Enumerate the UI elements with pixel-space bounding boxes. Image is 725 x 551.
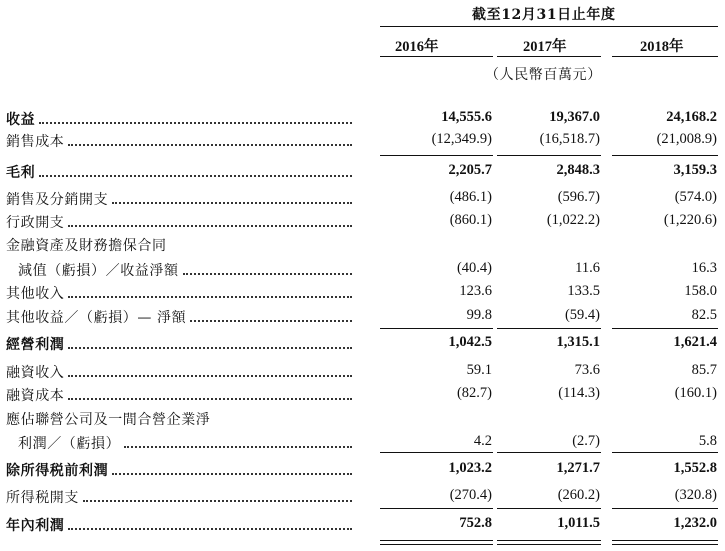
value-cell-2018: 3,159.3 bbox=[673, 162, 717, 178]
leader-dots bbox=[68, 295, 352, 298]
value-cell-2016: (40.4) bbox=[456, 260, 492, 276]
leader-dots bbox=[124, 445, 352, 448]
leader-dots bbox=[68, 397, 352, 400]
value-cell-2018: 82.5 bbox=[691, 307, 717, 323]
value-cell-2016: 59.1 bbox=[466, 362, 492, 378]
leader-dots bbox=[39, 121, 352, 124]
value-cell-2018: 85.7 bbox=[691, 362, 717, 378]
row-label: 金融資產及財務擔保合同 bbox=[6, 238, 167, 254]
value-cell-2017: 2,848.3 bbox=[556, 162, 600, 178]
year-header-2018: 2018年 bbox=[640, 39, 684, 55]
row-label: 其他收益／（虧損）— 淨額 bbox=[6, 310, 187, 326]
value-cell-2017: (59.4) bbox=[564, 307, 600, 323]
leader-dots bbox=[68, 374, 352, 377]
period-header: 截至12月31日止年度 bbox=[472, 7, 616, 23]
value-cell-2016: (270.4) bbox=[449, 487, 492, 503]
period-header-rule bbox=[380, 26, 718, 27]
total-double-rule-2018-b bbox=[612, 544, 718, 545]
value-cell-2017: (114.3) bbox=[558, 385, 600, 401]
value-cell-2016: 1,042.5 bbox=[448, 334, 492, 350]
total-double-rule-2016-b bbox=[380, 544, 493, 545]
value-cell-2018: 158.0 bbox=[684, 283, 717, 299]
row-label: 年內利潤 bbox=[6, 518, 65, 534]
total-double-rule-2016-a bbox=[380, 540, 493, 541]
row-label: 銷售及分銷開支 bbox=[6, 192, 109, 208]
row-label: 毛利 bbox=[6, 165, 36, 181]
value-cell-2017: 1,271.7 bbox=[556, 460, 600, 476]
value-cell-2016: 1,023.2 bbox=[448, 460, 492, 476]
total-double-rule-2017-b bbox=[497, 544, 601, 545]
row-label: 減值（虧損）／收益淨額 bbox=[18, 263, 179, 279]
subtotal-rule-2017 bbox=[497, 452, 601, 453]
unit-label: （人民幣百萬元） bbox=[485, 67, 602, 83]
leader-dots bbox=[68, 143, 352, 146]
subtotal-rule-2016 bbox=[380, 155, 493, 156]
leader-dots bbox=[183, 272, 352, 275]
leader-dots bbox=[68, 224, 352, 227]
value-cell-2018: (574.0) bbox=[674, 189, 717, 205]
row-label: 所得税開支 bbox=[6, 490, 79, 506]
value-cell-2016: 752.8 bbox=[459, 515, 492, 531]
value-cell-2018: 24,168.2 bbox=[666, 109, 717, 125]
value-cell-2018: (21,008.9) bbox=[656, 131, 717, 147]
value-cell-2018: 1,552.8 bbox=[673, 460, 717, 476]
row-label: 融資成本 bbox=[6, 388, 65, 404]
total-double-rule-2018-a bbox=[612, 540, 718, 541]
value-cell-2017: (260.2) bbox=[557, 487, 600, 503]
value-cell-2016: 99.8 bbox=[466, 307, 492, 323]
value-cell-2016: (860.1) bbox=[449, 212, 492, 228]
leader-dots bbox=[112, 201, 352, 204]
value-cell-2016: 14,555.6 bbox=[441, 109, 492, 125]
year-rule-2016 bbox=[380, 56, 493, 57]
value-cell-2017: 1,315.1 bbox=[556, 334, 600, 350]
value-cell-2016: (82.7) bbox=[456, 385, 492, 401]
row-label: 融資收入 bbox=[6, 365, 65, 381]
leader-dots bbox=[68, 527, 352, 530]
leader-dots bbox=[83, 499, 352, 502]
value-cell-2018: 1,621.4 bbox=[673, 334, 717, 350]
leader-dots bbox=[190, 319, 352, 322]
row-label: 利潤／（虧損） bbox=[18, 436, 121, 452]
subtotal-rule-2018 bbox=[612, 155, 718, 156]
year-rule-2018 bbox=[612, 56, 718, 57]
leader-dots bbox=[39, 174, 352, 177]
year-rule-2017 bbox=[497, 56, 601, 57]
subtotal-rule-2018 bbox=[612, 328, 718, 329]
value-cell-2016: (12,349.9) bbox=[431, 131, 492, 147]
year-header-2017: 2017年 bbox=[523, 39, 567, 55]
value-cell-2016: (486.1) bbox=[449, 189, 492, 205]
row-label: 收益 bbox=[6, 112, 36, 128]
subtotal-rule-2017 bbox=[497, 508, 601, 509]
subtotal-rule-2017 bbox=[497, 328, 601, 329]
value-cell-2017: (2.7) bbox=[572, 433, 600, 449]
value-cell-2017: (596.7) bbox=[557, 189, 600, 205]
row-label: 應佔聯營公司及一間合營企業淨 bbox=[6, 412, 211, 428]
subtotal-rule-2017 bbox=[497, 155, 601, 156]
value-cell-2018: 16.3 bbox=[691, 260, 717, 276]
value-cell-2016: 4.2 bbox=[473, 433, 492, 449]
year-header-2016: 2016年 bbox=[395, 39, 439, 55]
value-cell-2017: 19,367.0 bbox=[549, 109, 600, 125]
value-cell-2018: (320.8) bbox=[674, 487, 717, 503]
total-double-rule-2017-a bbox=[497, 540, 601, 541]
value-cell-2017: 11.6 bbox=[575, 260, 600, 276]
row-label: 經營利潤 bbox=[6, 337, 65, 353]
row-label: 其他收入 bbox=[6, 286, 65, 302]
value-cell-2017: (16,518.7) bbox=[539, 131, 600, 147]
subtotal-rule-2018 bbox=[612, 452, 718, 453]
value-cell-2018: 5.8 bbox=[698, 433, 717, 449]
value-cell-2018: 1,232.0 bbox=[673, 515, 717, 531]
value-cell-2017: 1,011.5 bbox=[557, 515, 600, 531]
row-label: 行政開支 bbox=[6, 215, 65, 231]
value-cell-2017: (1,022.2) bbox=[546, 212, 600, 228]
subtotal-rule-2016 bbox=[380, 508, 493, 509]
value-cell-2018: (160.1) bbox=[674, 385, 717, 401]
value-cell-2018: (1,220.6) bbox=[663, 212, 717, 228]
leader-dots bbox=[112, 472, 352, 475]
value-cell-2016: 2,205.7 bbox=[448, 162, 492, 178]
row-label: 銷售成本 bbox=[6, 134, 65, 150]
subtotal-rule-2018 bbox=[612, 508, 718, 509]
leader-dots bbox=[68, 346, 352, 349]
value-cell-2016: 123.6 bbox=[459, 283, 492, 299]
subtotal-rule-2016 bbox=[380, 452, 493, 453]
subtotal-rule-2016 bbox=[380, 328, 493, 329]
value-cell-2017: 133.5 bbox=[567, 283, 600, 299]
value-cell-2017: 73.6 bbox=[574, 362, 600, 378]
row-label: 除所得税前利潤 bbox=[6, 463, 109, 479]
